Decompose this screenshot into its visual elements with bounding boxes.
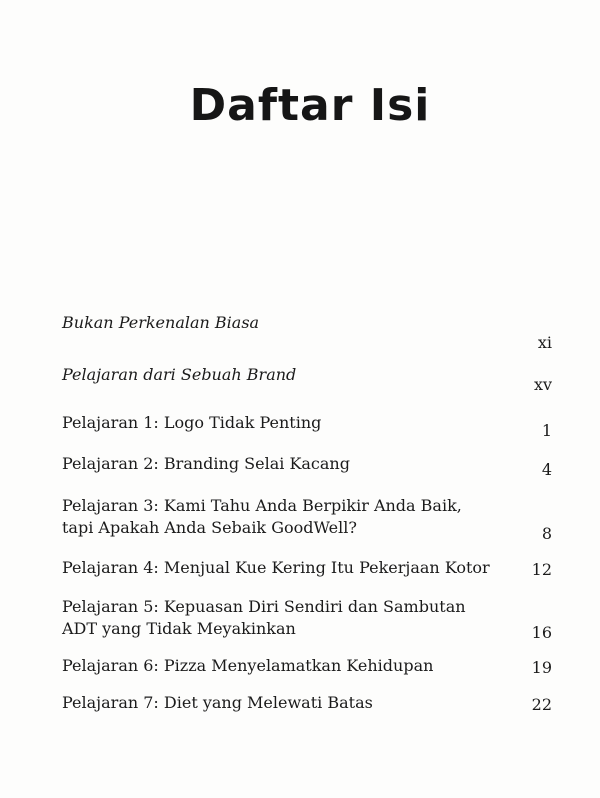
toc-entry-label: Pelajaran 6: Pizza Menyelamatkan Kehidupan <box>62 656 434 675</box>
toc-entry-page: xi <box>537 333 552 352</box>
toc-entry-label: Pelajaran 3: Kami Tahu Anda Berpikir Anda Baik, tapi Apakah Anda Sebaik GoodWell? <box>62 496 462 537</box>
toc-entry-label: Pelajaran 1: Logo Tidak Penting <box>62 413 322 432</box>
toc-entry-page: 19 <box>531 658 552 677</box>
toc-entry-page: 22 <box>531 695 552 714</box>
toc-entry-page: 4 <box>541 460 552 479</box>
toc-entry <box>62 495 552 543</box>
toc-entry-label: Pelajaran 5: Kepuasan Diri Sendiri dan Sambutan ADT yang Tidak Meyakinkan <box>62 597 466 638</box>
toc-entry-page: xv <box>533 375 552 394</box>
toc-entry-page: 8 <box>541 524 552 543</box>
toc-entry-label: Pelajaran 7: Diet yang Melewati Batas <box>62 693 373 712</box>
toc-entry <box>62 596 552 640</box>
toc-entry-label: Bukan Perkenalan Biasa <box>62 313 260 332</box>
toc-entry <box>62 655 552 677</box>
toc-entry-page: 1 <box>541 421 552 440</box>
toc-entry <box>62 453 552 479</box>
toc-entry-label: Pelajaran 4: Menjual Kue Kering Itu Pekerjaan Kotor <box>62 558 490 577</box>
toc-entry <box>62 364 552 394</box>
toc-entry-page: 16 <box>531 623 552 642</box>
toc-entry <box>62 692 552 714</box>
toc-entry-label: Pelajaran dari Sebuah Brand <box>62 365 297 384</box>
toc-entry <box>62 412 552 440</box>
toc-entry <box>62 312 552 352</box>
page-title: Daftar Isi <box>189 80 431 131</box>
toc-entry-label: Pelajaran 2: Branding Selai Kacang <box>62 454 350 473</box>
toc-entry-page: 12 <box>531 560 552 579</box>
toc-entry <box>62 557 552 579</box>
